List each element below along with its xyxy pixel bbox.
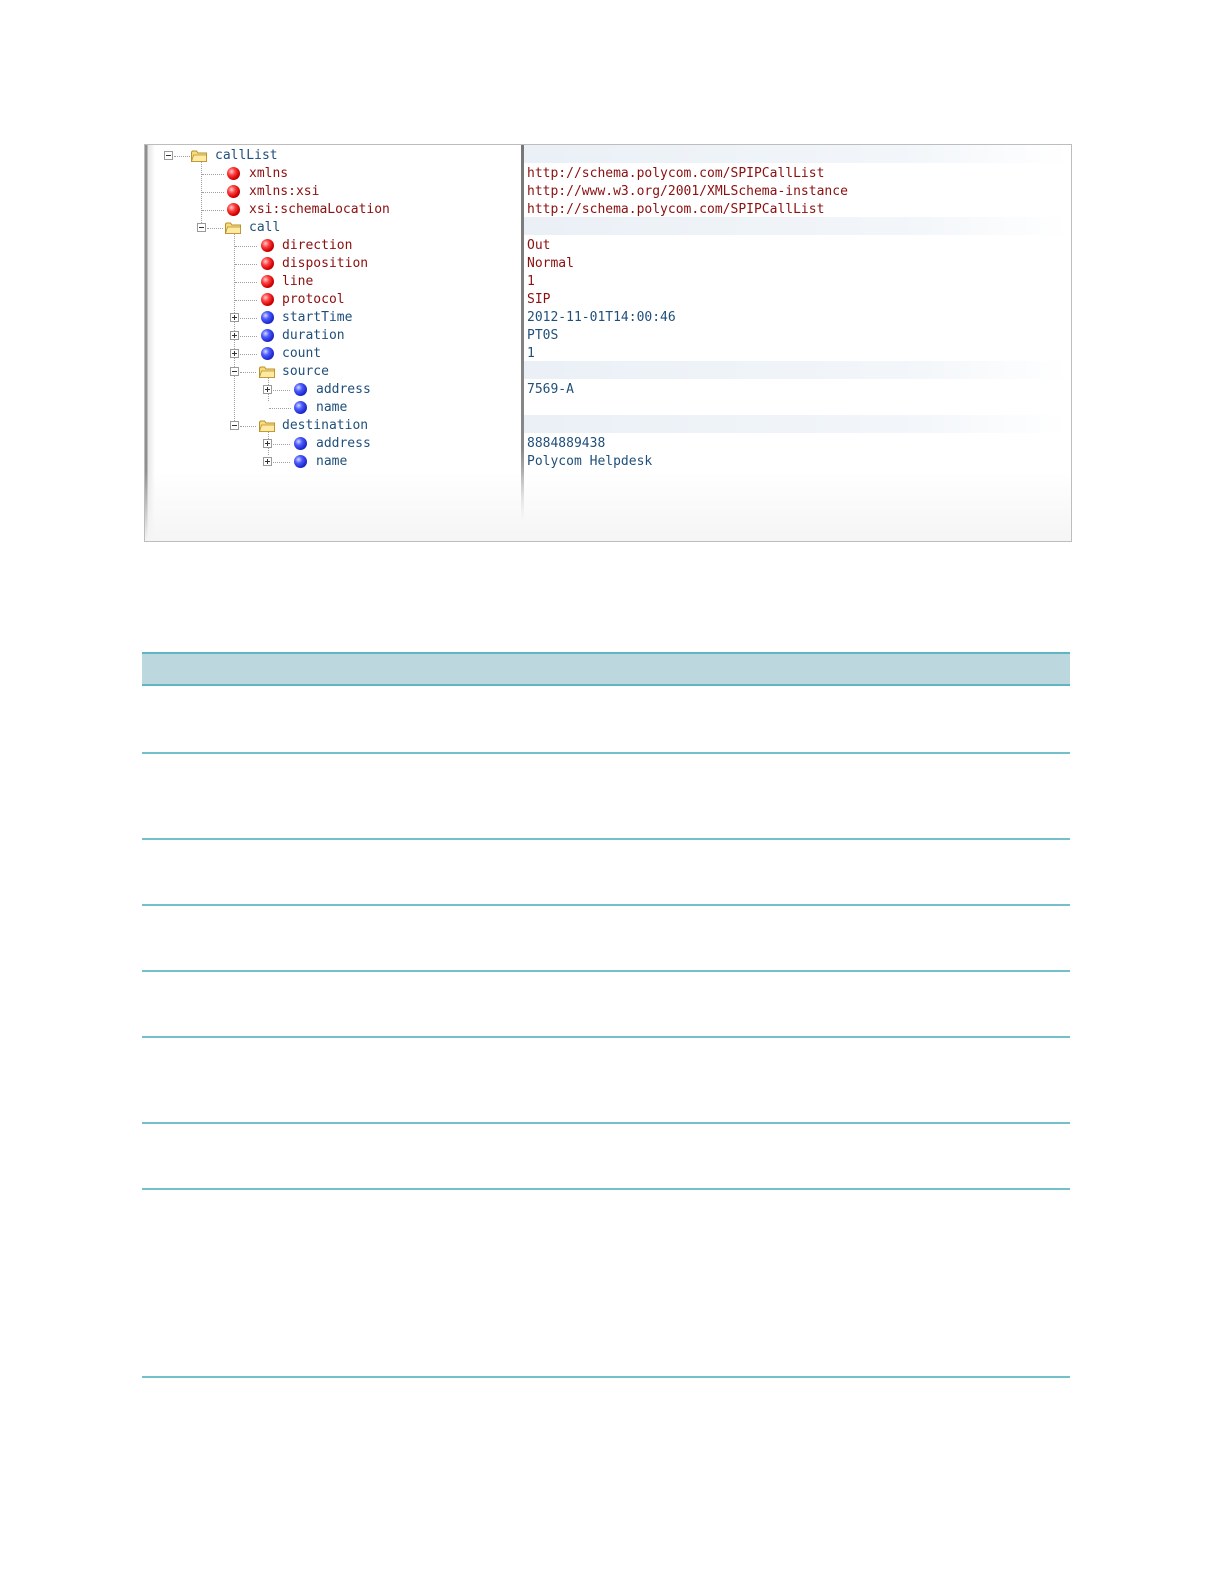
node-value: 8884889438	[527, 436, 606, 451]
column-divider[interactable]	[521, 145, 524, 523]
node-value: SIP	[527, 292, 551, 307]
folder-icon	[259, 420, 275, 432]
collapse-toggle-icon[interactable]	[230, 421, 239, 430]
tree-connector	[240, 354, 257, 355]
tree-row[interactable]	[145, 255, 1071, 273]
tree-connector	[273, 462, 290, 463]
table-row	[142, 972, 1070, 1038]
tree-connector	[202, 174, 224, 175]
red-ball-icon	[227, 203, 240, 216]
tree-connector	[240, 336, 257, 337]
folder-icon	[225, 222, 241, 234]
node-value: 2012-11-01T14:00:46	[527, 310, 676, 325]
table-row	[142, 1124, 1070, 1190]
tree-row[interactable]	[145, 345, 1071, 363]
node-label: duration	[282, 328, 345, 343]
expand-toggle-icon[interactable]	[230, 349, 239, 358]
node-label: startTime	[282, 310, 353, 325]
folder-icon	[191, 150, 207, 162]
blue-ball-icon	[294, 437, 307, 450]
node-label: callList	[215, 148, 278, 163]
expand-toggle-icon[interactable]	[230, 331, 239, 340]
node-label: xsi:schemaLocation	[249, 202, 390, 217]
tree-row[interactable]	[145, 327, 1071, 345]
table-row	[142, 840, 1070, 906]
blue-ball-icon	[294, 455, 307, 468]
tree-row[interactable]	[145, 219, 1071, 237]
node-value: Polycom Helpdesk	[527, 454, 653, 469]
table-row	[142, 1038, 1070, 1124]
node-label: count	[282, 346, 322, 361]
red-ball-icon	[261, 239, 274, 252]
table-header	[142, 652, 1070, 686]
tree-row[interactable]	[145, 165, 1071, 183]
red-ball-icon	[227, 167, 240, 180]
blue-ball-icon	[294, 401, 307, 414]
expand-toggle-icon[interactable]	[230, 313, 239, 322]
tree-connector	[235, 264, 257, 265]
node-value: 7569-A	[527, 382, 574, 397]
tree-row[interactable]	[145, 399, 1071, 417]
node-label: address	[316, 382, 371, 397]
node-value: PT0S	[527, 328, 559, 343]
expand-toggle-icon[interactable]	[263, 457, 272, 466]
node-value: Out	[527, 238, 551, 253]
node-value: http://www.w3.org/2001/XMLSchema-instance	[527, 184, 848, 199]
tree-connector	[235, 246, 257, 247]
tree-connector	[174, 156, 190, 157]
tree-connector	[273, 390, 290, 391]
tree-connector	[240, 318, 257, 319]
tree-connector	[202, 210, 224, 211]
tree-connector	[269, 408, 291, 409]
tree-connector	[273, 444, 290, 445]
expand-toggle-icon[interactable]	[263, 385, 272, 394]
node-label: direction	[282, 238, 353, 253]
tree-connector	[235, 282, 257, 283]
tree-connector	[240, 372, 256, 373]
tree-connector	[235, 300, 257, 301]
node-label: protocol	[282, 292, 345, 307]
tree-row[interactable]	[145, 417, 1071, 435]
blue-ball-icon	[261, 347, 274, 360]
table-row	[142, 906, 1070, 972]
tree-row[interactable]	[145, 453, 1071, 471]
node-value: 1	[527, 274, 535, 289]
blue-ball-icon	[294, 383, 307, 396]
node-label: source	[282, 364, 329, 379]
xml-tree-viewer	[144, 144, 1072, 542]
tree-row[interactable]	[145, 309, 1071, 327]
node-label: call	[249, 220, 281, 235]
folder-icon	[259, 366, 275, 378]
table-row	[142, 688, 1070, 754]
node-label: name	[316, 400, 348, 415]
viewer-bottom-fade	[145, 471, 1071, 541]
tree-row[interactable]	[145, 435, 1071, 453]
node-label: address	[316, 436, 371, 451]
table-row	[142, 1190, 1070, 1378]
node-value: Normal	[527, 256, 574, 271]
tree-row[interactable]	[145, 183, 1071, 201]
tree-row[interactable]	[145, 363, 1071, 381]
node-value: 1	[527, 346, 535, 361]
tree-row[interactable]	[145, 201, 1071, 219]
tree-connector	[207, 228, 223, 229]
tree-row[interactable]	[145, 273, 1071, 291]
collapse-toggle-icon[interactable]	[164, 151, 173, 160]
node-label: xmlns	[249, 166, 289, 181]
tree-row[interactable]	[145, 237, 1071, 255]
tree-row[interactable]	[145, 147, 1071, 165]
tree-row[interactable]	[145, 381, 1071, 399]
red-ball-icon	[261, 275, 274, 288]
red-ball-icon	[261, 257, 274, 270]
node-label: disposition	[282, 256, 369, 271]
red-ball-icon	[261, 293, 274, 306]
blue-ball-icon	[261, 329, 274, 342]
tree-connector	[240, 426, 256, 427]
collapse-toggle-icon[interactable]	[230, 367, 239, 376]
tree-connector	[202, 192, 224, 193]
node-label: line	[282, 274, 314, 289]
node-label: name	[316, 454, 348, 469]
node-value: http://schema.polycom.com/SPIPCallList	[527, 202, 825, 217]
node-value: http://schema.polycom.com/SPIPCallList	[527, 166, 825, 181]
node-label: xmlns:xsi	[249, 184, 320, 199]
tree-row[interactable]	[145, 291, 1071, 309]
table-row	[142, 754, 1070, 840]
expand-toggle-icon[interactable]	[263, 439, 272, 448]
blue-ball-icon	[261, 311, 274, 324]
node-label: destination	[282, 418, 369, 433]
collapse-toggle-icon[interactable]	[197, 223, 206, 232]
red-ball-icon	[227, 185, 240, 198]
